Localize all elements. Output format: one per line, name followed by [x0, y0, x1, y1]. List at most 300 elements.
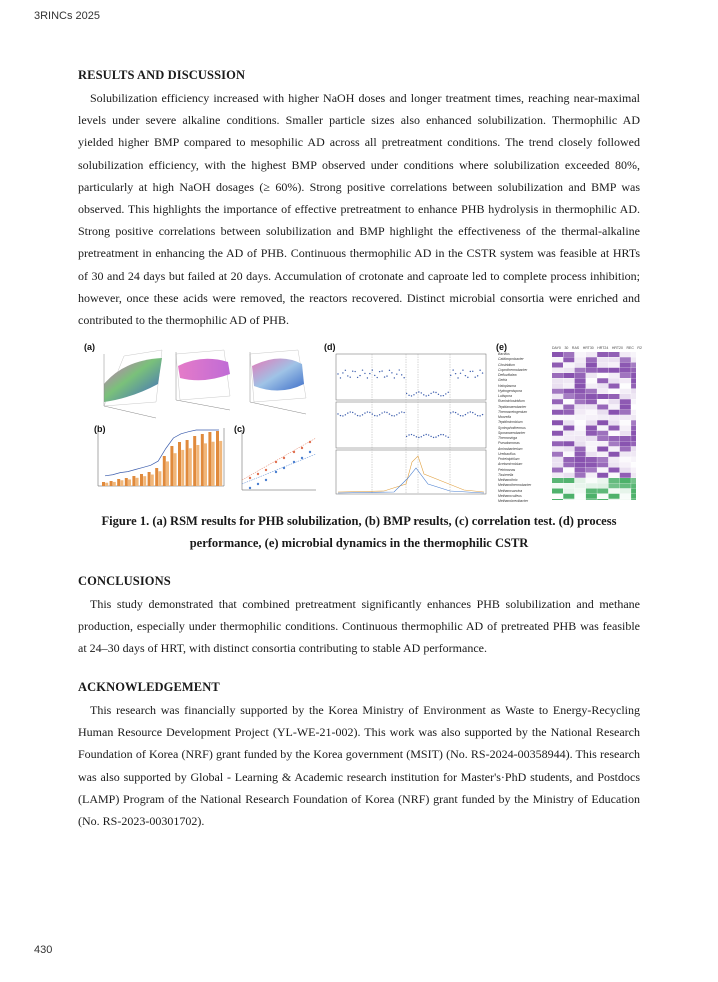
bmp-bar [117, 479, 120, 486]
correlation-point [283, 467, 285, 469]
series-point [401, 411, 402, 412]
heatmap-cell [631, 468, 636, 473]
heatmap-cell [563, 499, 574, 500]
heatmap-cell [597, 436, 608, 441]
heatmap-cell [575, 473, 586, 478]
heatmap-cell [631, 462, 636, 467]
heatmap-cell [563, 410, 574, 415]
taxon-label: Caldicoprobacter [498, 357, 524, 362]
heatmap-cell [586, 405, 597, 410]
series-point [345, 370, 346, 371]
series-point [421, 392, 422, 393]
heatmap-cell [620, 352, 631, 357]
heatmap-cell [631, 499, 636, 500]
series-point [347, 412, 348, 413]
taxon-label: Syntrophothermus [498, 425, 526, 430]
heatmap-cell [563, 394, 574, 399]
heatmap-cell [631, 426, 636, 431]
series-point [440, 434, 441, 435]
taxon-label: Clostridium [498, 362, 515, 367]
correlation-point [275, 471, 277, 473]
heatmap-cell [609, 357, 620, 362]
series-point [352, 371, 353, 372]
heatmap-cell [552, 378, 563, 383]
heatmap-cell [620, 394, 631, 399]
bmp-bar [151, 475, 154, 486]
series-point [423, 435, 424, 436]
heatmap-cell [552, 415, 563, 420]
series-point [438, 394, 439, 395]
heatmap-cell [586, 420, 597, 425]
series-point [381, 370, 382, 371]
heatmap [496, 344, 636, 500]
bmp-bar [140, 474, 143, 486]
ph-series [337, 411, 483, 438]
heatmap-cell [631, 494, 636, 499]
panel-b-label: (b) [94, 424, 106, 434]
panel-d-process-performance [324, 344, 490, 500]
heatmap-cell [563, 426, 574, 431]
bmp-bar [201, 434, 204, 486]
heatmap-cell [575, 399, 586, 404]
panel-e-microbial-heatmap [496, 342, 642, 503]
panel-c-label: (c) [234, 424, 245, 434]
bmp-bar [132, 476, 135, 486]
bmp-bar-chart [84, 424, 232, 500]
heatmap-cell [586, 447, 597, 452]
heatmap-cell [552, 357, 563, 362]
bmp-bar [155, 468, 158, 486]
heatmap-cell [552, 457, 563, 462]
series-point [418, 437, 419, 438]
correlation-point [301, 447, 303, 449]
bmp-bar [105, 483, 108, 486]
series-point [418, 391, 419, 392]
heatmap-cell [620, 426, 631, 431]
taxon-label: Acetomicrobium [498, 462, 523, 467]
heatmap-cell [609, 426, 620, 431]
heatmap-cell [586, 368, 597, 373]
bmp-bar [102, 482, 105, 486]
heatmap-cell [631, 410, 636, 415]
results-paragraph: Solubilization efficiency increased with higher NaOH doses and longer treatment times, reaching near-maximal levels under severe alkaline conditions. Smaller particle sizes also enhanced solubilization. Thermophilic AD yielded higher BMP compared to mesophilic AD across all pretreatment conditions. The trend closely followed solubilization efficiency, with the highest BMP observed under conditions where solubilization exceeded 80%, particularly at high NaOH dosages (≥ 60%). Strong positive correlations between solubilization and BMP was observed. This highlights the importance of effective pretreatment to enhance PHB hydrolysis in thermophilic AD. Strong positive correlations between solubilization and BMP highlight the effectiveness of the thermal-alkaline pretreatment in enhancing the AD of PHB. Continuous thermophilic AD in the CSTR system was feasible at HRTs of 30 and 24 days but failed at 20 days. Accumulation of crotonate and caproate led to complete process inhibition; however, once these acids were removed, the reactors recovered. Distinct microbial consortia were enriched and contributed to the thermophilic AD of PHB. [78, 91, 640, 328]
page-number: 430 [34, 944, 53, 956]
series-point [337, 413, 338, 414]
heatmap-cell [597, 494, 608, 499]
heatmap-cell [563, 483, 574, 488]
heatmap-cell [586, 478, 597, 483]
heatmap-column-label: 30 [564, 346, 569, 350]
heatmap-cell [620, 436, 631, 441]
panel-b-bmp-bars [84, 424, 232, 500]
taxon-label: Methanoculleus [498, 493, 522, 498]
heatmap-cell [631, 368, 636, 373]
heatmap-cell [631, 436, 636, 441]
series-point [450, 375, 451, 376]
series-point [364, 373, 365, 374]
series-point [354, 371, 355, 372]
heatmap-cell [620, 478, 631, 483]
heatmap-cell [552, 426, 563, 431]
vfa-series [338, 456, 484, 493]
heatmap-cell [586, 436, 597, 441]
heatmap-cell [575, 452, 586, 457]
heatmap-cell [575, 420, 586, 425]
acknowledgement-paragraph: This research was financially supported by the Korea Ministry of Environment as Waste to Energy-Recycling Human Resource Development Project (YL-WE-21-002). This work was also supported by the National Research Foundation of Korea (NRF) grant funded by the Korea government (MSIT) (No. RS-2024-00358944). This research was also supported by Global - Learning & Academic research institution for Master's·PhD students, and Postdocs (LAMP) Program of the National Research Foundation of Korea (NRF) grant funded by the Ministry of Education (No. RS-2023-00301702). [78, 703, 640, 829]
heatmap-cell [563, 436, 574, 441]
panel-e-label: (e) [496, 342, 507, 352]
conclusions-heading: CONCLUSIONS [78, 574, 171, 588]
heatmap-cell [586, 489, 597, 494]
heatmap-cell [620, 473, 631, 478]
heatmap-cell [552, 352, 563, 357]
heatmap-cell [575, 352, 586, 357]
heatmap-cell [620, 494, 631, 499]
series-point [394, 377, 395, 378]
heatmap-cell [563, 357, 574, 362]
series-point [354, 413, 355, 414]
taxon-label: Lutispora [498, 394, 512, 398]
heatmap-cell [631, 394, 636, 399]
series-point [435, 436, 436, 437]
heatmap-cell [597, 378, 608, 383]
heatmap-cell [563, 468, 574, 473]
heatmap-cell [620, 483, 631, 488]
heatmap-cell [609, 478, 620, 483]
series-point [399, 369, 400, 370]
taxon-label: Tepidanaerobacter [498, 404, 527, 409]
heatmap-cell [609, 378, 620, 383]
series-point [396, 373, 397, 374]
heatmap-cell [609, 468, 620, 473]
heatmap-cell [620, 405, 631, 410]
series-point [391, 372, 392, 373]
heatmap-cell [563, 473, 574, 478]
series-point [433, 391, 434, 392]
taxon-label: Aminobacterium [498, 446, 523, 451]
heatmap-cell [575, 378, 586, 383]
bmp-bar [125, 478, 128, 486]
heatmap-cell [575, 426, 586, 431]
series-point [448, 392, 449, 393]
series-point [457, 414, 458, 415]
series-point [440, 395, 441, 396]
series-point [389, 413, 390, 414]
heatmap-cell [586, 399, 597, 404]
heatmap-cell [631, 415, 636, 420]
heatmap-cell [575, 373, 586, 378]
heatmap-cell [597, 357, 608, 362]
heatmap-cell [597, 457, 608, 462]
heatmap-cell [586, 468, 597, 473]
correlation-point [275, 461, 277, 463]
heatmap-cell [586, 384, 597, 389]
panel-c-correlation [232, 424, 320, 500]
heatmap-cell [620, 431, 631, 436]
correlation-point [309, 441, 311, 443]
heatmap-column-label: HRT30 [582, 346, 594, 350]
heatmap-cell [597, 420, 608, 425]
correlation-point [249, 477, 251, 479]
heatmap-cell [597, 384, 608, 389]
series-point [413, 435, 414, 436]
heatmap-cell [575, 405, 586, 410]
heatmap-cell [586, 415, 597, 420]
correlation-point [257, 473, 259, 475]
heatmap-cell [620, 378, 631, 383]
taxon-label: Coprothermobacter [498, 367, 528, 372]
correlation-points [249, 441, 311, 489]
heatmap-cell [597, 415, 608, 420]
heatmap-cell [563, 378, 574, 383]
heatmap-cell [620, 499, 631, 500]
heatmap-cell [575, 447, 586, 452]
series-point [350, 376, 351, 377]
heatmap-cell [597, 373, 608, 378]
heatmap-cell [631, 389, 636, 394]
heatmap-cell [597, 405, 608, 410]
taxon-label: Moorella [498, 415, 512, 419]
series-point [475, 377, 476, 378]
caption-line-1: Figure 1. (a) RSM results for PHB solubilization, (b) BMP results, (c) correlation test. (d) process [101, 514, 617, 528]
heatmap-cell [609, 410, 620, 415]
heatmap-cell [586, 363, 597, 368]
heatmap-cell [597, 447, 608, 452]
series-point [479, 415, 480, 416]
heatmap-cell [575, 363, 586, 368]
heatmap-cell [597, 394, 608, 399]
correlation-point [257, 483, 259, 485]
heatmap-cell [586, 452, 597, 457]
series-point [472, 412, 473, 413]
series-point [379, 414, 380, 415]
heatmap-cell [586, 378, 597, 383]
heatmap-cell [620, 384, 631, 389]
heatmap-cell [631, 473, 636, 478]
heatmap-cell [586, 410, 597, 415]
series-point [443, 434, 444, 435]
heatmap-cell [597, 489, 608, 494]
heatmap-cell [620, 462, 631, 467]
heatmap-cell [620, 452, 631, 457]
heatmap-cell [563, 373, 574, 378]
heatmap-column-label: REC [626, 346, 634, 350]
heatmap-cell [586, 373, 597, 378]
panel-a-label: (a) [84, 342, 95, 352]
running-head: 3RINCs 2025 [34, 10, 101, 22]
heatmap-cell [586, 494, 597, 499]
heatmap-cell [597, 410, 608, 415]
heatmap-cells [552, 352, 636, 500]
series-point [367, 377, 368, 378]
heatmap-cell [563, 478, 574, 483]
bmp-bar [143, 476, 146, 486]
process-performance-plots [324, 344, 490, 500]
heatmap-cell [552, 483, 563, 488]
heatmap-cell [552, 363, 563, 368]
heatmap-cell [597, 352, 608, 357]
bmp-bar [113, 482, 116, 486]
series-point [413, 394, 414, 395]
bmp-bar [189, 448, 192, 486]
figure-caption [78, 510, 640, 554]
heatmap-cell [552, 462, 563, 467]
heatmap-cell [575, 415, 586, 420]
correlation-point [293, 461, 295, 463]
series-point [377, 377, 378, 378]
rsm-surface-plots [84, 344, 316, 426]
series-point [477, 415, 478, 416]
series-point [423, 394, 424, 395]
heatmap-cell [609, 436, 620, 441]
heatmap-cell [609, 494, 620, 499]
series-point [430, 436, 431, 437]
heatmap-cell [631, 447, 636, 452]
heatmap-cell [575, 436, 586, 441]
bmp-bar [163, 456, 166, 486]
heatmap-cell [552, 468, 563, 473]
heatmap-cell [552, 389, 563, 394]
correlation-point [309, 451, 311, 453]
heatmap-cell [609, 473, 620, 478]
heatmap-cell [552, 478, 563, 483]
heatmap-cell [552, 436, 563, 441]
heatmap-cell [586, 357, 597, 362]
heatmap-cell [620, 389, 631, 394]
heatmap-cell [586, 394, 597, 399]
heatmap-column-label: RAS [571, 346, 580, 350]
series-point [399, 412, 400, 413]
heatmap-cell [575, 394, 586, 399]
series-point [408, 434, 409, 435]
bmp-bar [136, 478, 139, 486]
heatmap-cell [631, 457, 636, 462]
series-point [359, 415, 360, 416]
series-point [416, 436, 417, 437]
series-point [462, 369, 463, 370]
taxon-label: Thermacetogenium [498, 409, 528, 414]
heatmap-cell [563, 384, 574, 389]
heatmap-cell [575, 389, 586, 394]
panel-d-label: (d) [324, 342, 336, 352]
bmp-bar [208, 432, 211, 486]
series-point [438, 435, 439, 436]
series-point [465, 414, 466, 415]
heatmap-cell [575, 441, 586, 446]
series-point [428, 434, 429, 435]
heatmap-cell [609, 368, 620, 373]
heatmap-cell [586, 389, 597, 394]
series-point [362, 414, 363, 415]
heatmap-cell [631, 489, 636, 494]
series-point [443, 395, 444, 396]
heatmap-cell [620, 373, 631, 378]
series-point [377, 415, 378, 416]
taxon-label: Pseudomonas [498, 441, 520, 446]
heatmap-cell [563, 494, 574, 499]
heatmap-cell [597, 426, 608, 431]
series-point [386, 375, 387, 376]
heatmap-cell [631, 384, 636, 389]
series-point [396, 414, 397, 415]
series-point [372, 413, 373, 414]
heatmap-cell [609, 457, 620, 462]
heatmap-cell [552, 384, 563, 389]
heatmap-column-label: DAY0 [552, 346, 561, 350]
heatmap-cell [563, 405, 574, 410]
series-point [406, 436, 407, 437]
taxon-label: Methanobrevibacter [498, 499, 528, 503]
series-point [362, 369, 363, 370]
heatmap-cell [586, 352, 597, 357]
heatmap-cell [631, 373, 636, 378]
heatmap-cell [552, 405, 563, 410]
taxon-label: Bacillus [498, 352, 510, 356]
heatmap-cell [609, 389, 620, 394]
bmp-bar [204, 443, 207, 486]
correlation-point [293, 451, 295, 453]
series-point [455, 373, 456, 374]
heatmap-cell [631, 352, 636, 357]
series-point [367, 411, 368, 412]
heatmap-cell [609, 447, 620, 452]
heatmap-cell [597, 363, 608, 368]
bmp-bar [128, 479, 131, 486]
heatmap-cell [575, 478, 586, 483]
heatmap-cell [586, 483, 597, 488]
series-point [411, 434, 412, 435]
heatmap-column-label: R2 [637, 346, 642, 350]
heatmap-cell [552, 489, 563, 494]
heatmap-cell [552, 447, 563, 452]
heatmap-cell [620, 457, 631, 462]
correlation-plot [232, 424, 320, 500]
heatmap-cell [597, 389, 608, 394]
heatmap-cell [620, 447, 631, 452]
heatmap-cell [609, 373, 620, 378]
heatmap-cell [597, 431, 608, 436]
bmp-bar [166, 461, 169, 486]
heatmap-cell [563, 447, 574, 452]
heatmap-cell [563, 420, 574, 425]
caption-line-2: performance, (e) microbial dynamics in the thermophilic CSTR [189, 536, 529, 550]
heatmap-cell [609, 399, 620, 404]
heatmap-cell [620, 363, 631, 368]
heatmap-cell [552, 473, 563, 478]
taxon-label: Methanosarcina [498, 488, 523, 493]
correlation-point [249, 487, 251, 489]
series-point [394, 415, 395, 416]
series-point [386, 412, 387, 413]
bmp-bar [170, 446, 173, 486]
series-point [460, 373, 461, 374]
series-point [445, 435, 446, 436]
heatmap-cell [609, 462, 620, 467]
taxon-label: Ureibacillus [498, 451, 516, 456]
bmp-bar [196, 445, 199, 486]
series-point [406, 393, 407, 394]
correlation-point [265, 469, 267, 471]
bmp-bar [174, 453, 177, 486]
heatmap-cell [609, 384, 620, 389]
heatmap-cell [631, 420, 636, 425]
series-point [411, 395, 412, 396]
heatmap-cell [563, 415, 574, 420]
taxon-label: Petrimonas [498, 467, 516, 472]
heatmap-cell [552, 394, 563, 399]
heatmap-cell [586, 457, 597, 462]
heatmap-cell [586, 462, 597, 467]
